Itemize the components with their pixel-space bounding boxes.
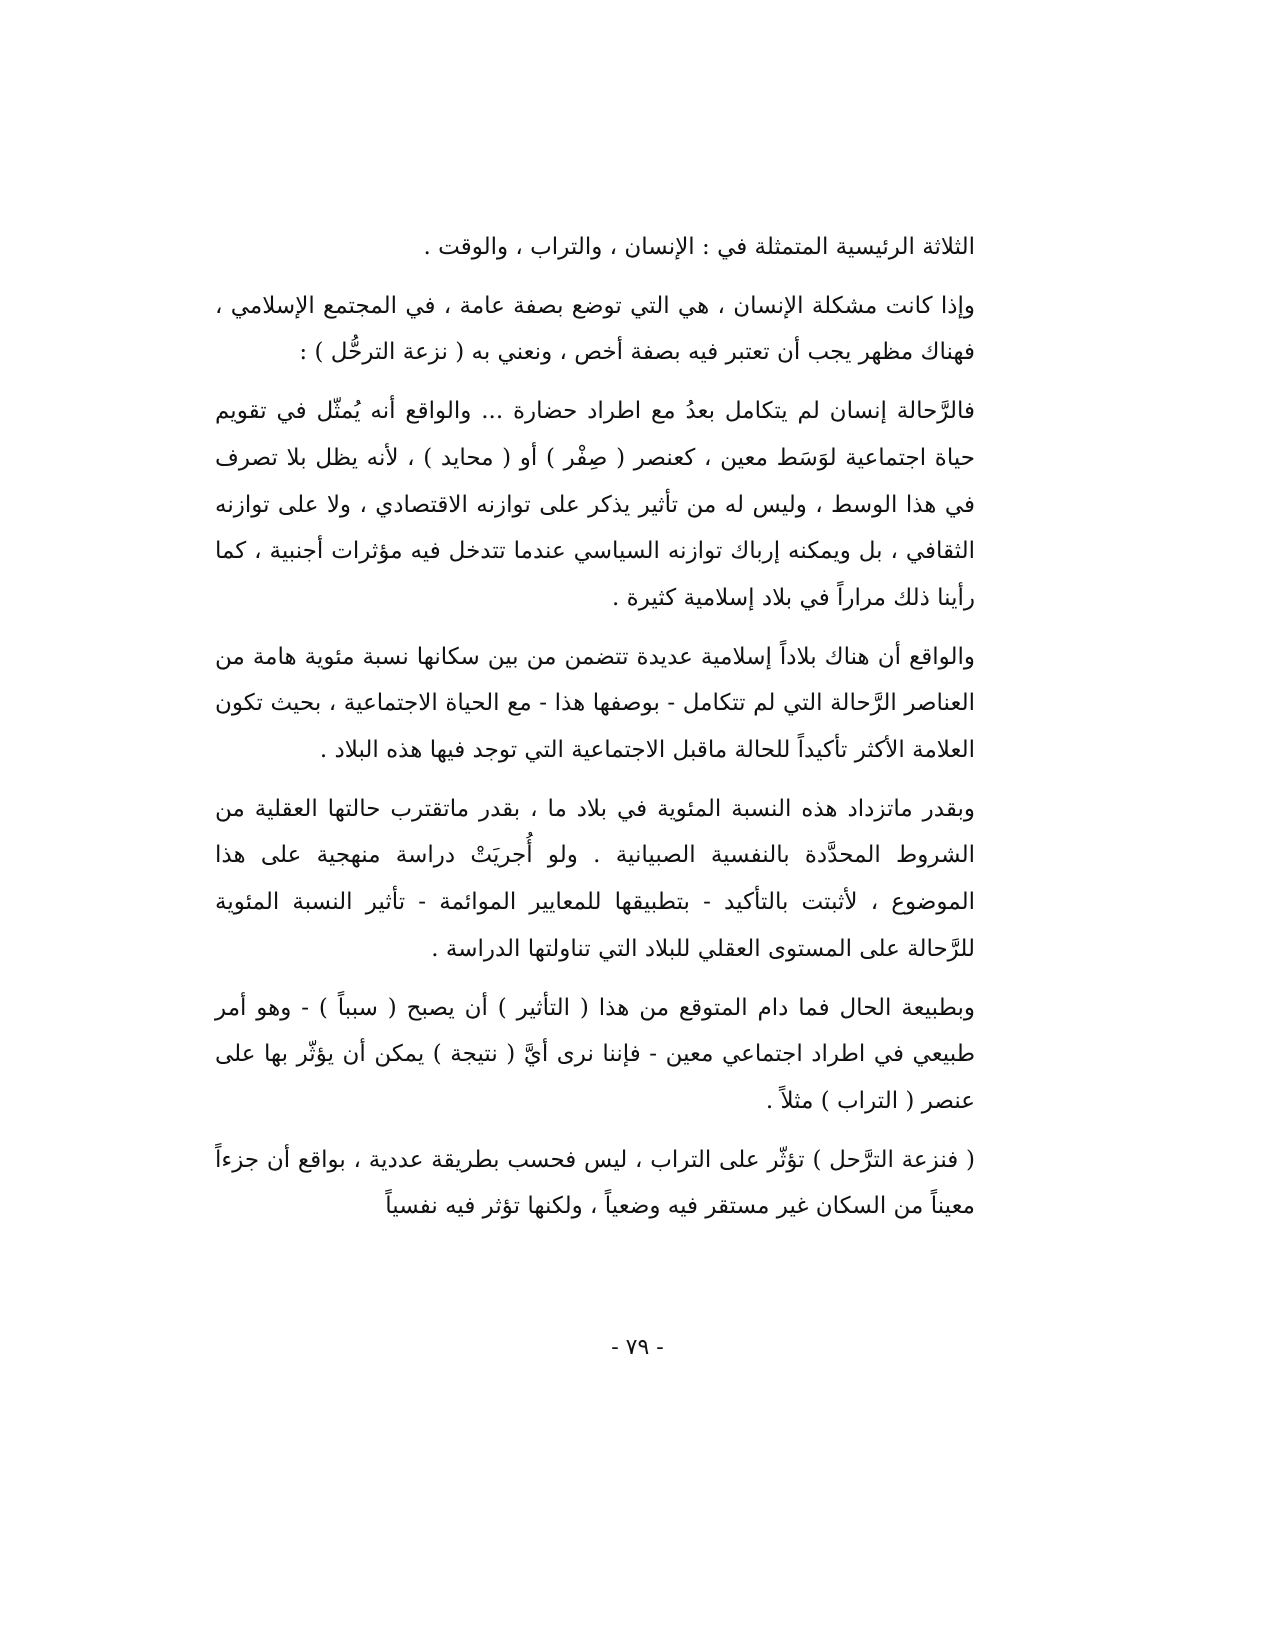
paragraph-2: وإذا كانت مشكلة الإنسان ، هي التي توضع بصفة عامة ، في المجتمع الإسلامي ، فهناك مظهر يجب أن تعتبر فيه بصفة أخص ، ونعني به ( نزعة الترحُّل ) : bbox=[215, 292, 975, 366]
paragraph-5: وبقدر ماتزداد هذه النسبة المئوية في بلاد ما ، بقدر ماتقترب حالتها العقلية من الشروط المحدَّدة بالنفسية الصبيانية . ولو أُجريَتْ دراسة منهجية على هذا الموضوع ، لأثبتت بالتأكيد - بتطبيقها للمعايير الموائمة - تأثير النسبة المئوية للرَّحالة على المستوى العقلي للبلاد التي تناولتها الدراسة . bbox=[215, 795, 975, 962]
body-text bbox=[215, 224, 975, 1242]
paragraph-1: الثلاثة الرئيسية المتمثلة في : الإنسان ، والتراب ، والوقت . bbox=[423, 234, 975, 260]
page-number: - ٧٩ - bbox=[611, 1335, 664, 1360]
paragraph-7: ( فنزعة الترَّحل ) تؤثّر على التراب ، ليس فحسب بطريقة عددية ، بواقع أن جزءاً معيناً من السكان غير مستقر فيه وضعياً ، ولكنها تؤثر فيه نفسياً bbox=[215, 1146, 975, 1220]
paragraph-4: والواقع أن هناك بلاداً إسلامية عديدة تتضمن من بين سكانها نسبة مئوية هامة من العناصر الرَّحالة التي لم تتكامل - بوصفها هذا - مع الحياة الاجتماعية ، بحيث تكون العلامة الأكثر تأكيداً للحالة ماقبل الاجتماعية التي توجد فيها هذه البلاد . bbox=[215, 643, 975, 764]
paragraph-3: فالرَّحالة إنسان لم يتكامل بعدُ مع اطراد حضارة ... والواقع أنه يُمثّل في تقويم حياة اجتماعية لوَسَط معين ، كعنصر ( صِفْر ) أو ( محايد ) ، لأنه يظل بلا تصرف في هذا الوسط ، وليس له من تأثير يذكر على توازنه الاقتصادي ، ولا على توازنه الثقافي ، بل ويمكنه إرباك توازنه السياسي عندما تتدخل فيه مؤثرات أجنبية ، كما رأينا ذلك مراراً في بلاد إسلامية كثيرة . bbox=[215, 398, 975, 611]
paragraph-6: وبطبيعة الحال فما دام المتوقع من هذا ( التأثير ) أن يصبح ( سبباً ) - وهو أمر طبيعي في اطراد اجتماعي معين - فإننا نرى أيَّ ( نتيجة ) يمكن أن يؤثّر بها على عنصر ( التراب ) مثلاً . bbox=[215, 994, 975, 1114]
